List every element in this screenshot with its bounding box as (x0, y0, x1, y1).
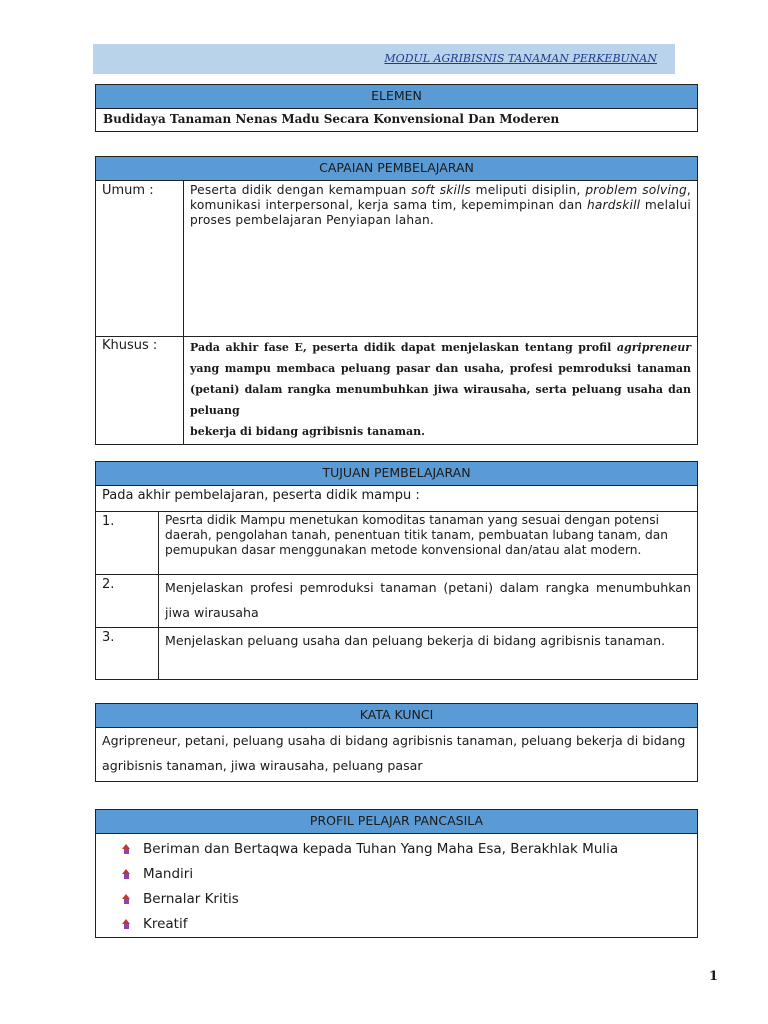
tujuan-num-3: 3. (96, 627, 159, 679)
list-item: Kreatif (96, 911, 697, 936)
umum-text: Peserta didik dengan kemampuan soft skills meliputi disiplin, problem solving, komunikasi interpersonal, kerja sama tim, kepemimpinan dan hardskill melalui proses pembelajaran Penyiapan lahan. (190, 183, 691, 227)
khusus-label: Khusus : (96, 336, 184, 444)
arrow-bullet-icon (122, 919, 131, 929)
profil-heading: PROFIL PELAJAR PANCASILA (96, 810, 697, 834)
elemen-heading: ELEMEN (96, 85, 697, 109)
tujuan-num-2: 2. (96, 574, 159, 627)
umum-label: Umum : (96, 181, 184, 336)
tujuan-heading: TUJUAN PEMBELAJARAN (96, 462, 697, 486)
capaian-table (96, 181, 697, 445)
tujuan-row-2 (96, 574, 697, 627)
capaian-umum-row (96, 181, 697, 336)
list-item: Bernalar Kritis (96, 886, 697, 911)
tujuan-section (95, 461, 698, 680)
list-item: Beriman dan Bertaqwa kepada Tuhan Yang Maha Esa, Berakhlak Mulia (96, 836, 697, 861)
kata-kunci-text: Agripreneur, petani, peluang usaha di bidang agribisnis tanaman, peluang bekerja di bidang agribisnis tanaman, jiwa wirausaha, peluang pasar (96, 728, 697, 782)
tujuan-table (96, 512, 697, 680)
kata-kunci-heading: KATA KUNCI (96, 704, 697, 728)
profil-section (95, 809, 698, 938)
capaian-section (95, 156, 698, 445)
tujuan-text-2: Menjelaskan profesi pemroduksi tanaman (petani) dalam rangka menumbuhkan jiwa wirausaha (159, 574, 698, 627)
capaian-khusus-row (96, 336, 697, 444)
module-title: MODUL AGRIBISNIS TANAMAN PERKEBUNAN (384, 52, 657, 65)
arrow-bullet-icon (122, 844, 131, 854)
arrow-bullet-icon (122, 894, 131, 904)
capaian-heading: CAPAIAN PEMBELAJARAN (96, 157, 697, 181)
list-item: Mandiri (96, 861, 697, 886)
module-header-band (93, 44, 675, 74)
tujuan-text-3: Menjelaskan peluang usaha dan peluang bekerja di bidang agribisnis tanaman. (159, 627, 698, 679)
kata-kunci-section (95, 703, 698, 782)
profil-list (96, 834, 697, 938)
tujuan-text-1: Pesrta didik Mampu menetukan komoditas tanaman yang sesuai dengan potensi daerah, pengolahan tanah, penentuan titik tanam, pembuatan lubang tanam, dan pemupukan dasar menggunakan metode konvensional dan/atau alat modern. (165, 513, 668, 557)
arrow-bullet-icon (122, 869, 131, 879)
tujuan-row-3 (96, 627, 697, 679)
tujuan-row-1 (96, 512, 697, 574)
elemen-value: Budidaya Tanaman Nenas Madu Secara Konvensional Dan Moderen (96, 109, 697, 132)
tujuan-num-1: 1. (96, 512, 159, 574)
khusus-text: Pada akhir fase E, peserta didik dapat menjelaskan tentang profil agripreneur yang mampu membaca peluang pasar dan usaha, profesi pemroduksi tanaman (petani) dalam rangka menumbuhkan jiwa wirausaha, serta peluang usaha dan peluang bekerja di bidang agribisnis tanaman. (184, 336, 698, 444)
elemen-section (95, 84, 698, 132)
page-number: 1 (709, 969, 719, 984)
tujuan-intro: Pada akhir pembelajaran, peserta didik mampu : (96, 486, 697, 512)
